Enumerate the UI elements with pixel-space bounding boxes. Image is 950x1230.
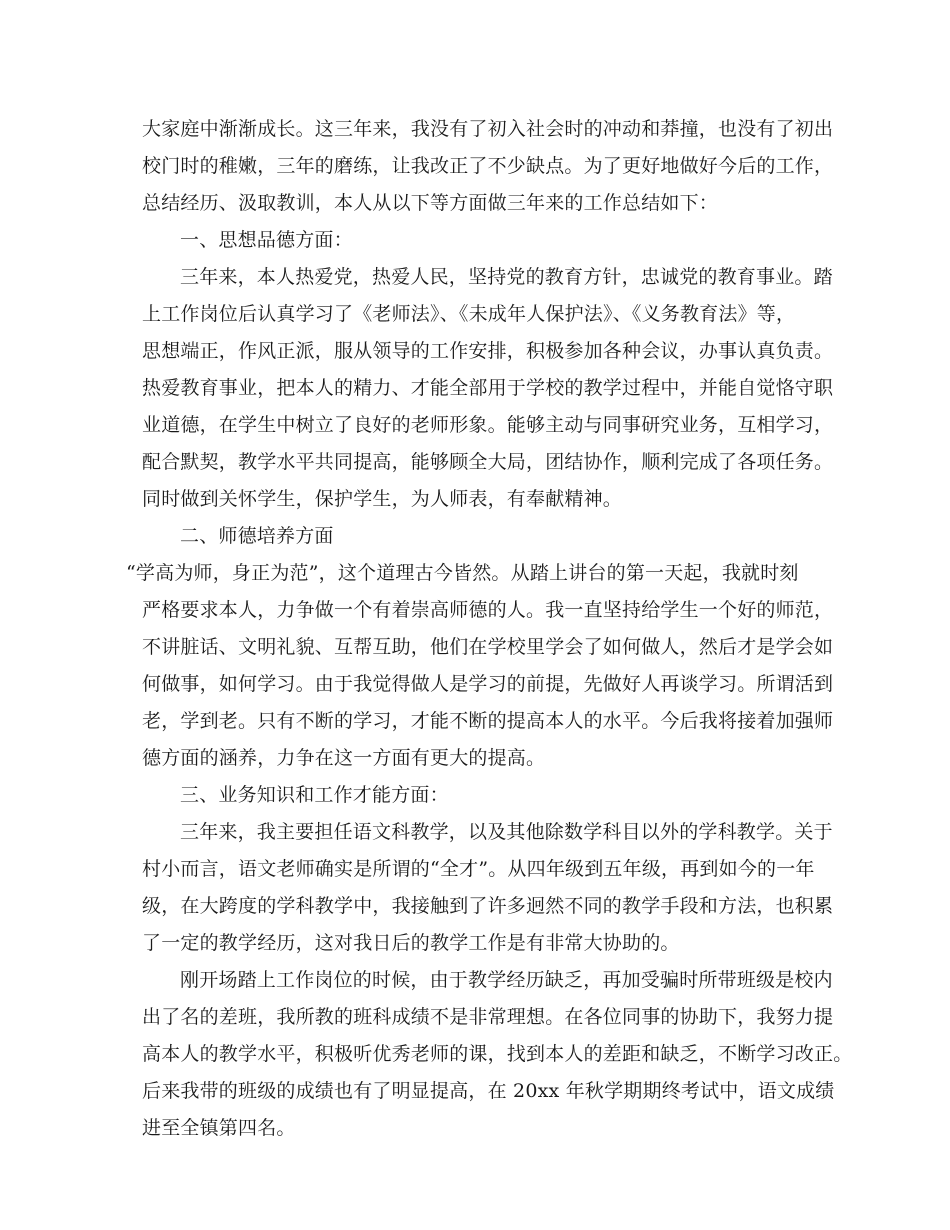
text-line: “学高为师，身正为范”，这个道理古今皆然。从踏上讲台的第一天起，我就时刻 <box>126 562 799 584</box>
text-line: 进至全镇第四名。 <box>142 1117 296 1139</box>
text-line: 同时做到关怀学生，保护学生，为人师表，有奉献精神。 <box>142 488 623 510</box>
text-line: 严格要求本人，力争做一个有着崇高师德的人。我一直坚持给学生一个好的师范， <box>142 599 834 621</box>
text-line: 上工作岗位后认真学习了《老师法》、《未成年人保护法》、《义务教育法》等， <box>142 303 796 325</box>
text-line: 村小而言，语文老师确实是所谓的“全才”。从四年级到五年级，再到如今的一年 <box>142 858 815 880</box>
text-line: 刚开场踏上工作岗位的时候，由于教学经历缺乏，再加受骗时所带班级是校内 <box>180 969 833 991</box>
section-heading: 二、师德培养方面 <box>180 525 334 547</box>
text-line: 总结经历、汲取教训，本人从以下等方面做三年来的工作总结如下： <box>142 192 719 214</box>
text-line: 配合默契，教学水平共同提高，能够顾全大局，团结协作，顺利完成了各项任务。 <box>142 451 834 473</box>
text-line: 德方面的涵养，力争在这一方面有更大的提高。 <box>142 747 546 769</box>
text-line: 热爱教育事业，把本人的精力、才能全部用于学校的教学过程中，并能自觉恪守职 <box>142 377 834 399</box>
text-line: 老，学到老。只有不断的学习，才能不断的提高本人的水平。今后我将接着加强师 <box>142 710 834 732</box>
text-line: 后来我带的班级的成绩也有了明显提高，在 20xx 年秋学期期终考试中，语文成绩 <box>142 1080 835 1102</box>
section-heading: 三、业务知识和工作才能方面： <box>180 784 449 806</box>
text-line: 高本人的教学水平，积极听优秀老师的课，找到本人的差距和缺乏，不断学习改正。 <box>142 1043 853 1065</box>
text-line: 级，在大跨度的学科教学中，我接触到了许多迥然不同的教学手段和方法，也积累 <box>142 895 834 917</box>
text-line: 出了名的差班，我所教的班科成绩不是非常理想。在各位同事的协助下，我努力提 <box>142 1006 834 1028</box>
text-line: 三年来，本人热爱党，热爱人民，坚持党的教育方针，忠诚党的教育事业。踏 <box>180 266 833 288</box>
text-line: 了一定的教学经历，这对我日后的教学工作是有非常大协助的。 <box>142 932 680 954</box>
text-line: 业道德，在学生中树立了良好的老师形象。能够主动与同事研究业务，互相学习， <box>142 414 834 436</box>
text-line: 校门时的稚嫩，三年的磨练，让我改正了不少缺点。为了更好地做好今后的工作， <box>142 155 834 177</box>
text-line: 不讲脏话、文明礼貌、互帮互助，他们在学校里学会了如何做人，然后才是学会如 <box>142 636 834 658</box>
text-line: 大家庭中渐渐成长。这三年来，我没有了初入社会时的冲动和莽撞，也没有了初出 <box>142 118 834 140</box>
text-line: 思想端正，作风正派，服从领导的工作安排，积极参加各种会议，办事认真负责。 <box>142 340 834 362</box>
text-line: 三年来，我主要担任语文科教学，以及其他除数学科目以外的学科教学。关于 <box>180 821 833 843</box>
section-heading: 一、思想品德方面： <box>180 229 353 251</box>
text-line: 何做事，如何学习。由于我觉得做人是学习的前提，先做好人再谈学习。所谓活到 <box>142 673 834 695</box>
